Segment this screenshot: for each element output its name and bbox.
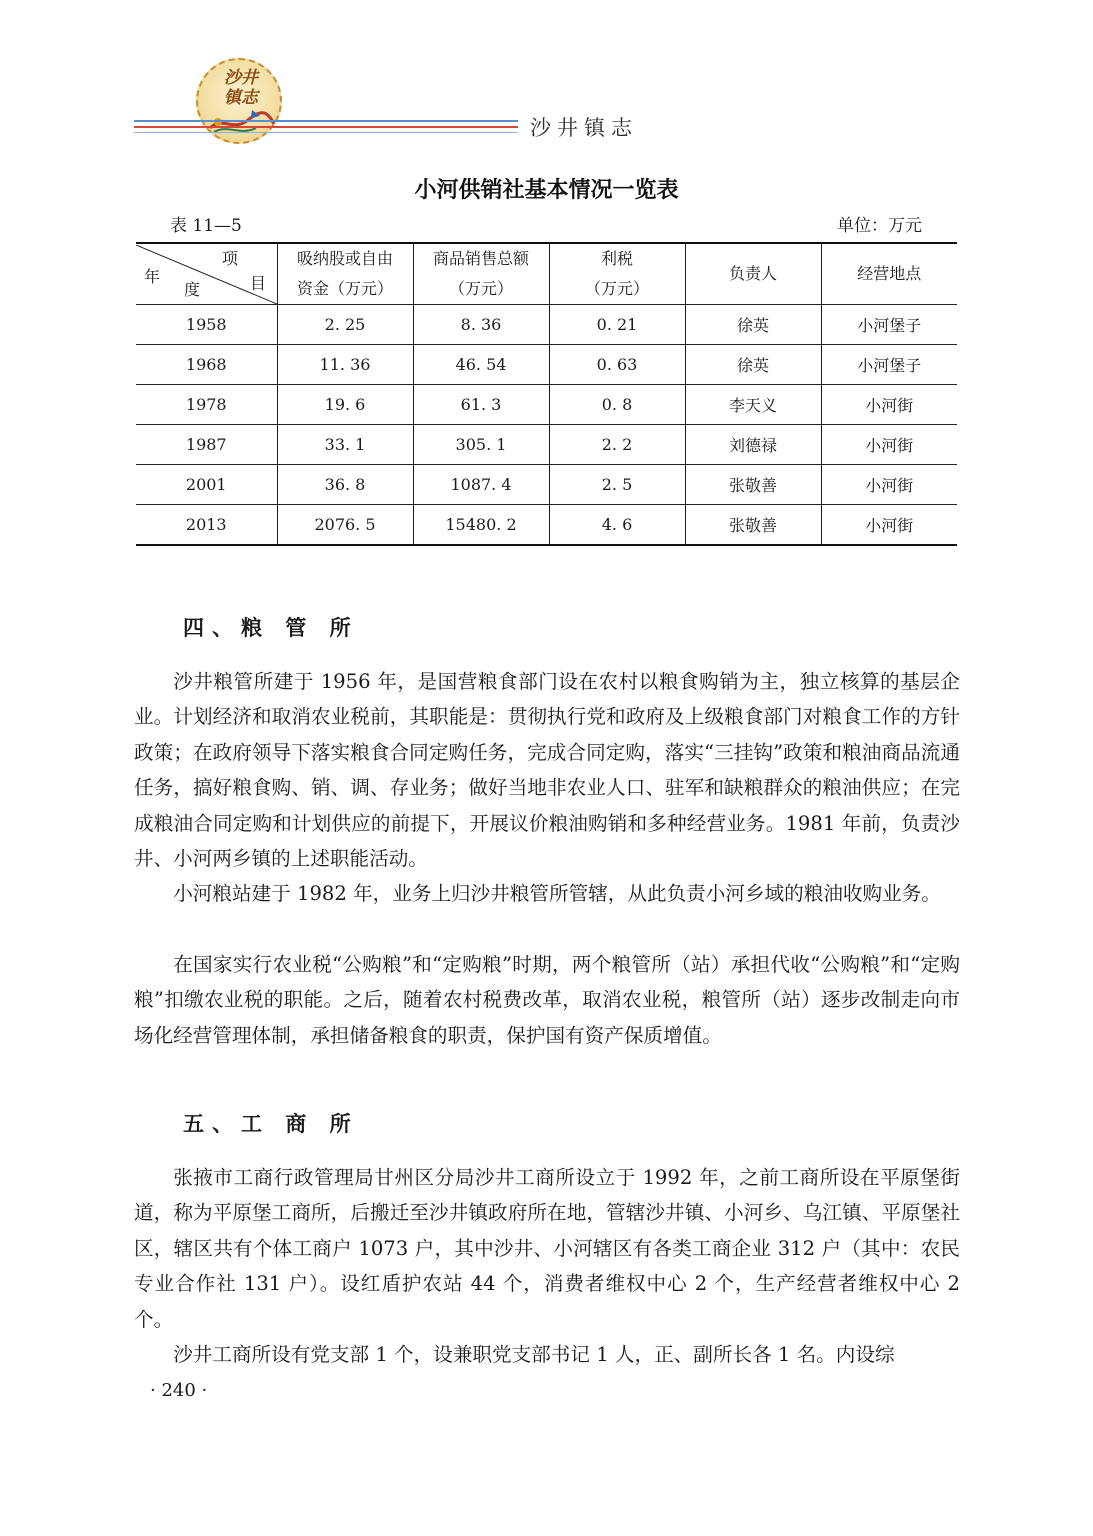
table-cell: 小河街 [821,465,957,505]
page-header [0,0,1093,160]
table-row [136,345,957,385]
table-cell: 19. 6 [277,385,413,425]
column-header: 利税 （万元） [549,243,685,305]
column-header: 负责人 [685,243,821,305]
table-cell: 1987 [136,425,277,465]
table-cell: 46. 54 [413,345,549,385]
section-heading-grain-office: 四、粮 管 所 [183,616,359,640]
paragraph: 沙井粮管所建于 1956 年，是国营粮食部门设在农村以粮食购销为主，独立核算的基层企业。计划经济和取消农业税前，其职能是：贯彻执行党和政府及上级粮食部门对粮食工作的方针政策；在政府领导下落实粮食合同定购任务，完成合同定购，落实“三挂钩”政策和粮油商品流通任务，搞好粮食购、销、调、存业务；做好当地非农业人口、驻军和缺粮群众的粮油供应；在完成粮油合同定购和计划供应的前提下，开展议价粮油购销和多种经营业务。1981 年前，负责沙井、小河两乡镇的上述职能活动。 [134,670,960,871]
table-number: 表 11—5 [170,216,242,236]
table-cell: 徐英 [685,345,821,385]
table-cell: 1087. 4 [413,465,549,505]
logo-text: 沙井 镇志 [224,68,258,108]
table-row [136,305,957,345]
column-header: 吸纳股或自由 资金（万元） [277,243,413,305]
table-cell: 小河堡子 [821,345,957,385]
corner-label-nian: 年 [144,266,161,286]
header-rule-blue [134,120,518,122]
table-cell: 徐英 [685,305,821,345]
table-cell: 2013 [136,505,277,546]
table-cell: 61. 3 [413,385,549,425]
paragraph: 张掖市工商行政管理局甘州区分局沙井工商所设立于 1992 年，之前工商所设在平原堡街道，称为平原堡工商所，后搬迁至沙井镇政府所在地，管辖沙井镇、小河乡、乌江镇、平原堡社区，辖区共有个体工商户 1073 户，其中沙井、小河辖区有各类工商企业 312 户（其中：农民专业合作社 131 户）。设红盾护农站 44 个，消费者维权中心 2 个，生产经营者维权中心 2 个。 [134,1166,960,1331]
table-cell: 1958 [136,305,277,345]
table-cell: 0. 8 [549,385,685,425]
running-title: 沙井镇志 [530,116,638,140]
table-row [136,465,957,505]
section-heading-commerce-office: 五、工 商 所 [183,1112,359,1136]
table-cell: 小河街 [821,505,957,546]
table-cell: 张敬善 [685,505,821,546]
paragraph: 小河粮站建于 1982 年，业务上归沙井粮管所管辖，从此负责小河乡域的粮油收购业务。 [173,882,941,905]
header-rule-lightblue [134,132,518,133]
table-cell: 4. 6 [549,505,685,546]
page-number: · 240 · [150,1380,208,1401]
table-cell: 1968 [136,345,277,385]
supply-coop-table [136,242,957,546]
table-cell: 0. 63 [549,345,685,385]
table-cell: 2. 2 [549,425,685,465]
table-cell: 小河街 [821,425,957,465]
table-cell: 2001 [136,465,277,505]
table-title: 小河供销社基本情况一览表 [414,178,679,203]
column-header: 经营地点 [821,243,957,305]
table-cell: 2. 25 [277,305,413,345]
table-cell: 2076. 5 [277,505,413,546]
corner-label-mu: 目 [249,273,266,293]
table-cell: 11. 36 [277,345,413,385]
column-header: 商品销售总额 （万元） [413,243,549,305]
table-row [136,425,957,465]
table-unit: 单位：万元 [837,216,922,236]
table-cell: 33. 1 [277,425,413,465]
paragraph: 在国家实行农业税“公购粮”和“定购粮”时期，两个粮管所（站）承担代收“公购粮”和“定购粮”扣缴农业税的职能。之后，随着农村税费改革，取消农业税，粮管所（站）逐步改制走向市场化经营管理体制，承担储备粮食的职责，保护国有资产保质增值。 [134,953,960,1047]
table-cell: 小河堡子 [821,305,957,345]
table-cell: 36. 8 [277,465,413,505]
header-rule-red [134,126,518,128]
table-cell: 小河街 [821,385,957,425]
table-cell: 刘德禄 [685,425,821,465]
table-cell: 1978 [136,385,277,425]
table-header-row [136,243,957,305]
table-cell: 305. 1 [413,425,549,465]
table-cell: 李天义 [685,385,821,425]
table-cell: 2. 5 [549,465,685,505]
corner-label-du: 度 [184,279,201,299]
table-cell: 8. 36 [413,305,549,345]
table-cell: 15480. 2 [413,505,549,546]
corner-label-item: 项 [221,248,238,268]
diagonal-header-cell [136,243,277,305]
table-cell: 张敬善 [685,465,821,505]
table-cell: 0. 21 [549,305,685,345]
table-row [136,385,957,425]
paragraph: 沙井工商所设有党支部 1 个，设兼职党支部书记 1 人，正、副所长各 1 名。内设综 [173,1343,895,1366]
table-row [136,505,957,546]
